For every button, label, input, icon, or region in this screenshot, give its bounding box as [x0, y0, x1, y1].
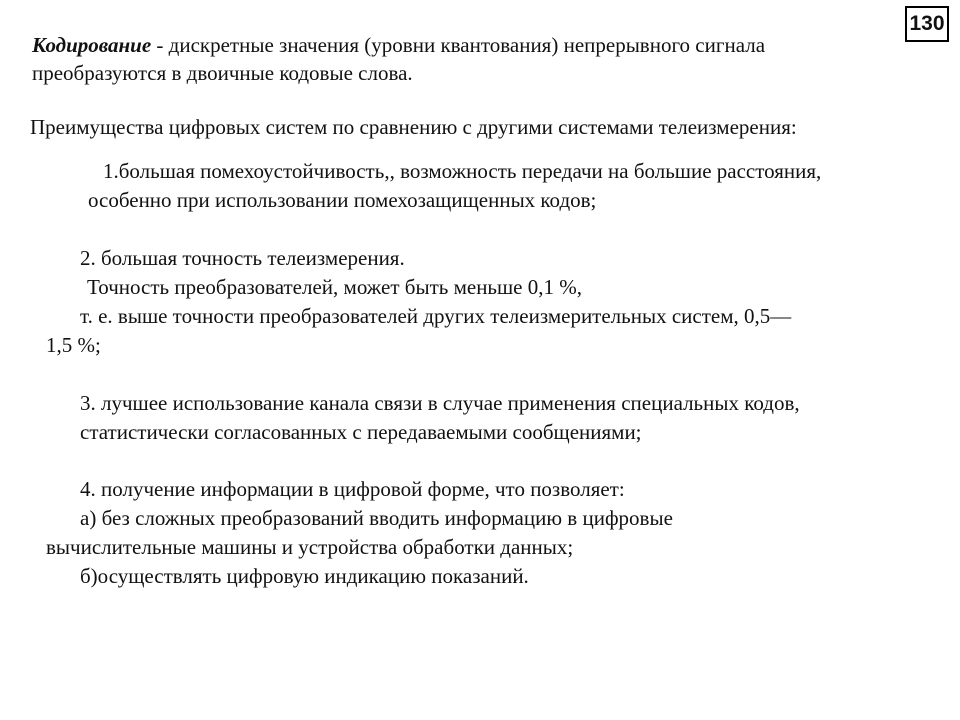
page-number-badge: 130 — [905, 6, 949, 42]
item-4-line-4: б)осуществлять цифровую индикацию показаний. — [80, 564, 529, 588]
definition-line-1 — [32, 32, 765, 58]
item-4-line-2: а) без сложных преобразований вводить информацию в цифровые — [80, 506, 673, 530]
item-2-line-4: 1,5 %; — [46, 333, 101, 357]
item-4-line-3: вычислительные машины и устройства обработки данных; — [46, 535, 574, 559]
item-2-line-1: 2. большая точность телеизмерения. — [80, 246, 405, 270]
definition-term: Кодирование — [32, 33, 152, 57]
item-4-line-1: 4. получение информации в цифровой форме, что позволяет: — [80, 477, 625, 501]
item-1-line-2: особенно при использовании помехозащищенных кодов; — [88, 188, 597, 212]
item-1-line-1: 1.большая помехоустойчивость,, возможность передачи на большие расстояния, — [103, 159, 822, 183]
definition-line-2: преобразуются в двоичные кодовые слова. — [32, 61, 413, 85]
item-3-line-2: статистически согласованных с передаваемыми сообщениями; — [80, 420, 642, 444]
definition-text: - дискретные значения (уровни квантования) непрерывного сигнала — [151, 33, 766, 57]
advantages-heading: Преимущества цифровых систем по сравнению с другими системами телеизмерения: — [30, 115, 797, 139]
item-3-line-1: 3. лучшее использование канала связи в случае применения специальных кодов, — [80, 391, 800, 415]
item-2-line-3: т. е. выше точности преобразователей других телеизмерительных систем, 0,5— — [80, 304, 792, 328]
item-2-line-2: Точность преобразователей, может быть меньше 0,1 %, — [87, 275, 582, 299]
